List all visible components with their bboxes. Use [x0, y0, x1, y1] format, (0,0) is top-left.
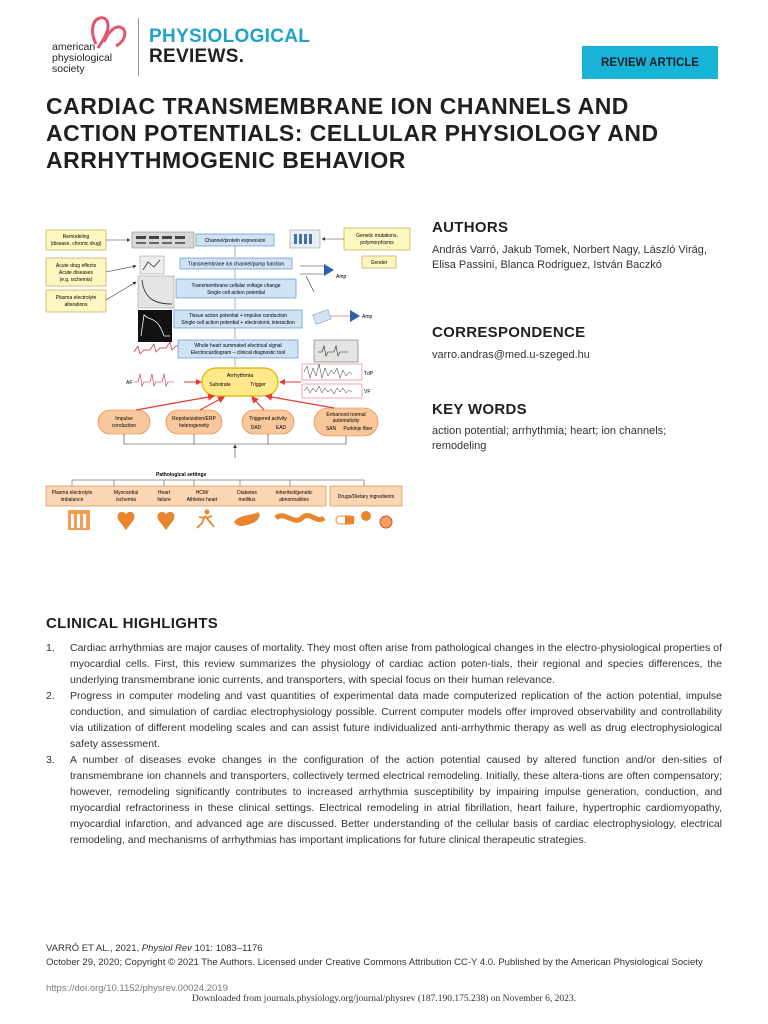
grapefruit-icon [380, 516, 392, 528]
af-trace [134, 374, 174, 386]
item-text: Cardiac arrhythmias are major causes of mortality. They most often arise from pathological changes in the electro-physiological properties of myocardial cells. First, this review summarizes the physiology of cardiac action poten-tials, their regional and species differences, the underlying transmembrane ionic currents, and transporters, with special focus on their human relevance. [70, 642, 722, 686]
correspondence-email[interactable]: varro.andras@med.u-szeged.hu [432, 349, 590, 361]
mechanism-text: SAN [325, 426, 337, 432]
article-type-badge: REVIEW ARTICLE [582, 46, 718, 79]
mechanism-text: EAD [275, 425, 287, 431]
pill-icon [336, 516, 354, 524]
drugs-box [330, 486, 402, 506]
mechanism-text: Impulse [115, 416, 133, 422]
left-box-text: (e.g. ischemia) [59, 277, 93, 283]
tdp-label: TdP [364, 371, 374, 377]
pathology-text: HCM/ [195, 490, 209, 496]
vf-label: VF [364, 389, 371, 395]
citation-journal: Physiol Rev [141, 943, 192, 954]
publication-dates: October 29, 2020; Copyright © 2021 The Authors. Licensed under Creative Commons Attribution CC-Y 4.0. Published by the American Physiological Society [46, 957, 703, 968]
pathology-text: Inherited/genetic [275, 490, 313, 496]
ecg-monitor-image [314, 340, 358, 362]
center-box-text: Electrocardiogram – clinical diagnostic tool [190, 350, 286, 356]
pathology-text: mellitus [238, 497, 256, 503]
mechanism-repolarization [166, 410, 222, 434]
citation-volume: 101: 1083–1176 [191, 943, 263, 954]
item-text: Progress in computer modeling and vast quantities of experimental data made computerized replication of the action potential, impulse conduction, and simulation of cardiac electrophysiology possible. Current computer models offer improved observability and controllability via utilization of different modeling scales and can assist future individualized anti-arrhythmic therapy as well as drug electrophysiological safety assessment. [70, 690, 722, 750]
tablet-icon [361, 511, 371, 521]
center-box-text: Single cell action potential [207, 290, 265, 296]
amp-label: Amp [362, 314, 373, 320]
pathology-text: failure [157, 497, 171, 503]
citation-authors: VARRÓ ET AL., 2021, [46, 943, 142, 954]
center-box-channel-expression [196, 234, 274, 246]
left-box-text: Remodeling [62, 234, 90, 240]
right-factor-box [344, 228, 410, 250]
item-number: 2. [46, 690, 55, 702]
society-line: society [52, 63, 85, 75]
download-notice: Downloaded from journals.physiology.org/journal/physrev (187.190.175.238) on November 6, 2023. [192, 994, 576, 1004]
center-box-text: Whole heart summated electrical signal [194, 343, 282, 349]
runner-icon [197, 510, 214, 529]
mechanism-text: DAD [250, 425, 262, 431]
mechanism-text: conduction [111, 423, 137, 429]
pathological-title: Pathological settings [156, 472, 207, 478]
heart-icon [158, 512, 175, 530]
right-factor-box [362, 256, 396, 268]
channel-structure-image [290, 230, 320, 248]
item-number: 1. [46, 642, 55, 654]
clinical-highlights-heading: CLINICAL HIGHLIGHTS [46, 615, 219, 632]
pathology-text: Athletes heart [186, 497, 218, 503]
af-label: AF [126, 380, 133, 386]
amplifier-diagram [300, 264, 347, 292]
left-box-text: Acute drug effects [55, 263, 97, 269]
center-box-tissue-ap [174, 310, 302, 328]
pancreas-icon [234, 512, 260, 526]
center-box-voltage-change [176, 279, 296, 298]
substrate-label: Substrate [209, 382, 231, 388]
test-tubes-icon [68, 510, 90, 530]
left-box-text: Plasma electrolyte [55, 295, 97, 301]
pathology-text: Myocardial [113, 490, 139, 496]
gel-blot-image [132, 232, 194, 248]
society-line: american [52, 41, 96, 53]
left-factor-box [46, 230, 106, 250]
patch-clamp-image [140, 256, 164, 274]
arrhythmia-label: Arrhythmia [226, 373, 254, 379]
left-box-text: alterations [64, 302, 88, 308]
pathology-text: abnormalities [279, 497, 309, 503]
pathology-text: Diabetes [237, 490, 257, 496]
mechanism-text: Repolarization/ERP [172, 416, 216, 422]
center-box-text: Transmembrane ion channel/pump function [187, 261, 285, 268]
keywords-heading: KEY WORDS [432, 401, 527, 418]
mechanism-text: automaticity [332, 418, 360, 424]
right-box-text: polymorphisms [360, 240, 394, 246]
list-item [46, 688, 722, 752]
trigger-label: Trigger [250, 382, 266, 388]
tissue-trace-image [134, 342, 180, 354]
center-box-text: Single cell action potential + electrotonic interaction [181, 320, 295, 326]
center-box-ion-channel [180, 258, 292, 269]
pathology-text: Heart [157, 490, 171, 496]
article-title: CARDIAC TRANSMEMBRANE ION CHANNELS AND ACTION POTENTIALS: CELLULAR PHYSIOLOGY AND ARRHYTHMOGENIC BEHAVIOR [46, 93, 659, 173]
keywords-list: action potential; arrhythmia; heart; ion channels; remodeling [432, 425, 667, 452]
center-box-text: Channel/protein expression [204, 238, 266, 244]
mechanism-triggered-activity [242, 410, 294, 434]
left-box-text: (disease, chronic drug) [50, 241, 102, 247]
pathology-text: imbalance [60, 497, 84, 503]
pathology-text: Drugs/Dietary ingredients [337, 494, 395, 500]
pathological-settings-box [46, 486, 326, 506]
center-box-text: Tissue action potential + impulse conduction [188, 313, 288, 319]
mechanism-text: Triggered activity [249, 416, 287, 422]
item-text: A number of diseases evoke changes in the configuration of the action potential caused by altered function and/or den-sities of transmembrane ion channels and transporters, collectively termed electrical remodeling. Initially, these altera-tions are often compensatory; however, remodeling significantly contributes to increased arrhythmia susceptibility by impairing impulse generation, conduction, and myocardial refractoriness in these clinical settings. Electrical remodeling in atrial fibrillation, heart failure, hypertrophic cardiomyopathy, myocardial infarction, and advanced age are discussed. Better understanding of the cellular basis of cardiac electrophysiology, electrical remodeling, and mechanisms of arrhythmias has important implications for future clinical therapeutic strategies. [70, 754, 722, 846]
doi-link[interactable]: https://doi.org/10.1152/physrev.00024.2019 [46, 983, 228, 994]
authors-list: András Varró, Jakub Tomek, Norbert Nagy, László Virág, Elisa Passini, Blanca Rodriguez, István Baczkó [432, 244, 707, 271]
clinical-highlights-list [46, 640, 722, 848]
amp-label: Amp [336, 274, 347, 280]
citation-line [46, 942, 263, 955]
arrhythmia-node [202, 368, 278, 396]
amplifier-diagram [313, 310, 373, 325]
right-box-text: Gender [370, 260, 388, 266]
center-box-whole-heart [178, 340, 298, 358]
item-number: 3. [46, 754, 55, 766]
left-factor-box [46, 290, 106, 312]
right-box-text: Genetic mutations, [356, 233, 398, 239]
mechanism-enhanced-automaticity [314, 408, 378, 436]
list-item [46, 752, 722, 848]
left-factor-box [46, 258, 106, 286]
society-line: physiological [52, 52, 113, 64]
mechanism-text: heterogeneity [178, 423, 210, 429]
pathology-text: ischemia [116, 497, 136, 503]
society-name [52, 42, 112, 75]
pathology-text: Plasma electrolyte [51, 490, 93, 496]
graphical-abstract-figure [44, 218, 414, 538]
ap-trace-image [138, 310, 172, 342]
journal-name-line2: REVIEWS. [149, 46, 245, 67]
center-box-text: Transmembrane cellular voltage change [191, 283, 281, 289]
journal-name-line1: PHYSIOLOGICAL [149, 26, 311, 47]
list-item [46, 640, 722, 688]
mechanism-impulse-conduction [98, 410, 150, 434]
mechanism-text: Enhanced normal [326, 412, 366, 418]
mechanism-text: Purkinje fiber [343, 426, 373, 432]
left-box-text: Acute diseases [59, 270, 93, 276]
current-trace-image [138, 276, 174, 308]
authors-heading: AUTHORS [432, 219, 509, 236]
header-divider [138, 18, 139, 76]
correspondence-heading: CORRESPONDENCE [432, 324, 586, 341]
heart-icon [118, 512, 135, 530]
chromosomes-icon [276, 515, 324, 520]
